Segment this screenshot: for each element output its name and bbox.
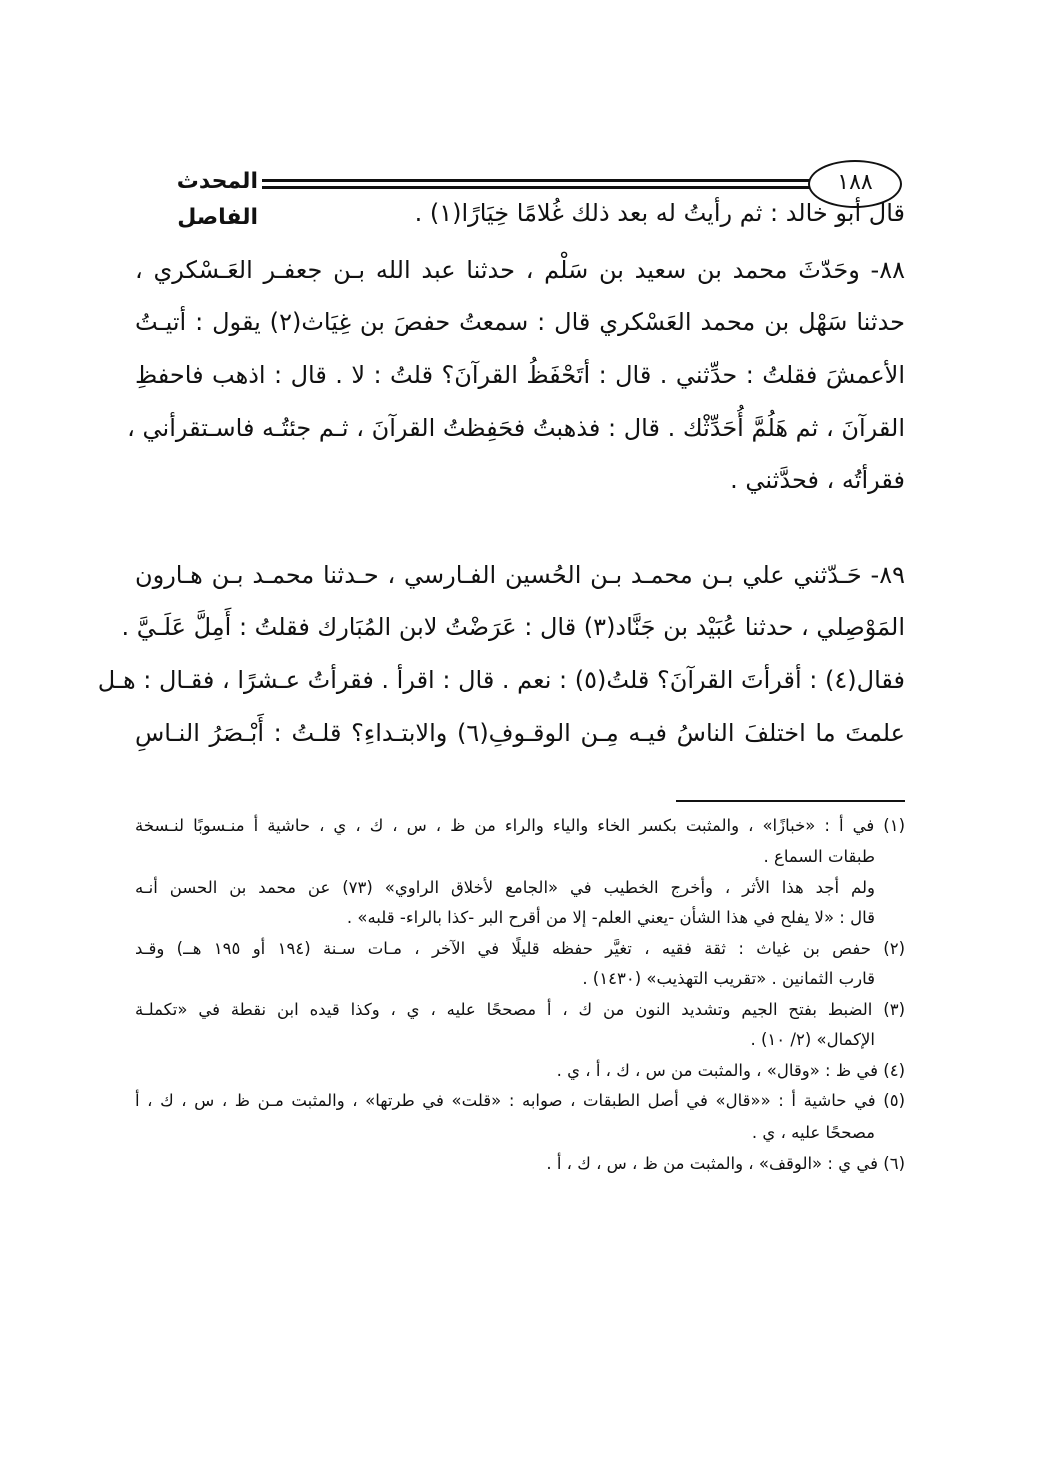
footnote-line: (٢) حفص بن غياث : ثقة فقيه ، تغيَّر حفظه قليلًا في الآخر ، مـات سـنة (١٩٤ أو ١٩٥ هــ) وقـد bbox=[135, 939, 905, 958]
footnote-separator bbox=[676, 800, 905, 802]
body-line: القرآنَ ، ثم هَلُمَّ أُحَدِّثْك . قال : فذهبتُ فحَفِظتُ القرآنَ ، ثـم جئتُـه فاسـتقرأني ، bbox=[127, 414, 905, 442]
footnote-line: ولم أجد هذا الأثر ، وأخرج الخطيب في «الجامع لأخلاق الراوي» (٧٣) عن محمد بن الحسن أنـه bbox=[135, 878, 875, 897]
footnote-line: (٤) في ظ : «وقال» ، والمثبت من س ، ك ، أ ، ي . bbox=[556, 1061, 905, 1080]
footnote-line: قارب الثمانين . «تقريب التهذيب» (١٤٣٠) . bbox=[582, 969, 875, 988]
running-title: المحدث الفاصل bbox=[176, 169, 258, 230]
body-line: الأعمشَ فقلتُ : حدِّثني . قال : أتَحْفَظُ القرآنَ؟ قلتُ : لا . قال : اذهب فاحفظِ bbox=[135, 361, 905, 389]
body-line: المَوْصِلي ، حدثنا عُبَيْد بن جَنَّاد(٣) قال : عَرَضْتُ لابن المُبَارك فقلتُ : أَمِلَّ عَلَـيَّ . bbox=[121, 613, 905, 641]
page-number: ١٨٨ bbox=[808, 160, 902, 208]
body-line: حدثنا سَهْل بن محمد العَسْكري قال : سمعتُ حفصَ بن غِيَاث(٢) يقول : أتيـتُ bbox=[135, 308, 906, 336]
footnote-line: (٥) في حاشية أ : ««قال» في أصل الطبقات ، صوابه : «قلت» في طرتها» ، والمثبت مـن ظ ، س ، ك ، أ bbox=[135, 1091, 905, 1110]
body-line: فقال(٤) : أقرأتَ القرآنَ؟ قلتُ(٥) : نعم . قال : اقرأ . فقرأتُ عـشرًا ، فقـال : هـل bbox=[97, 666, 905, 694]
footnote-line: (١) في أ : «خبازًا» ، والمثبت بكسر الخاء والياء والراء من ظ ، س ، ك ، ي ، حاشية أ منـسوبًا لنـسخة bbox=[135, 816, 905, 835]
footnote-line: الإكمال» (٢/ ١٠) . bbox=[750, 1030, 875, 1049]
footnote-line: قال : «لا يفلح في هذا الشأن -يعني العلم- إلا من أقرح البر -كذا بالراء- قلبه» . bbox=[346, 908, 875, 927]
footnote-line: مصححًا عليه ، ي . bbox=[751, 1123, 875, 1142]
body-line: ٨٩- حَـدّثني علي بـن محمـد بـن الحُسين الفـارسي ، حـدثنا محمـد بـن هـارون bbox=[135, 561, 905, 589]
footnote-line: (٦) في ي : «الوقف» ، والمثبت من ظ ، س ، ك ، أ . bbox=[546, 1154, 905, 1173]
header-rule bbox=[262, 186, 810, 189]
header-rule bbox=[262, 179, 810, 182]
body-line: قال أبو خالد : ثم رأيتُ له بعد ذلك غُلامًا خِيَارًا(١) . bbox=[414, 199, 905, 227]
body-line: فقرأتُه ، فحدَّثني . bbox=[730, 466, 905, 494]
body-line: علمتَ ما اختلفَ الناسُ فيـه مِـن الوقـوفِ(٦) والابتـداءِ؟ قلـتُ : أَبْـصَرُ النـاسِ bbox=[135, 719, 906, 747]
body-line: ٨٨- وحَدّثَ محمد بن سعيد بن سَلْم ، حدثنا عبد الله بـن جعفـر العَـسْكري ، bbox=[135, 256, 905, 284]
footnote-line: طبقات السماع . bbox=[763, 847, 875, 866]
footnote-line: (٣) الضبط بفتح الجيم وتشديد النون من ك ، أ مصححًا عليه ، ي ، وكذا قيده ابن نقطة في «تكملـة bbox=[135, 1000, 905, 1019]
